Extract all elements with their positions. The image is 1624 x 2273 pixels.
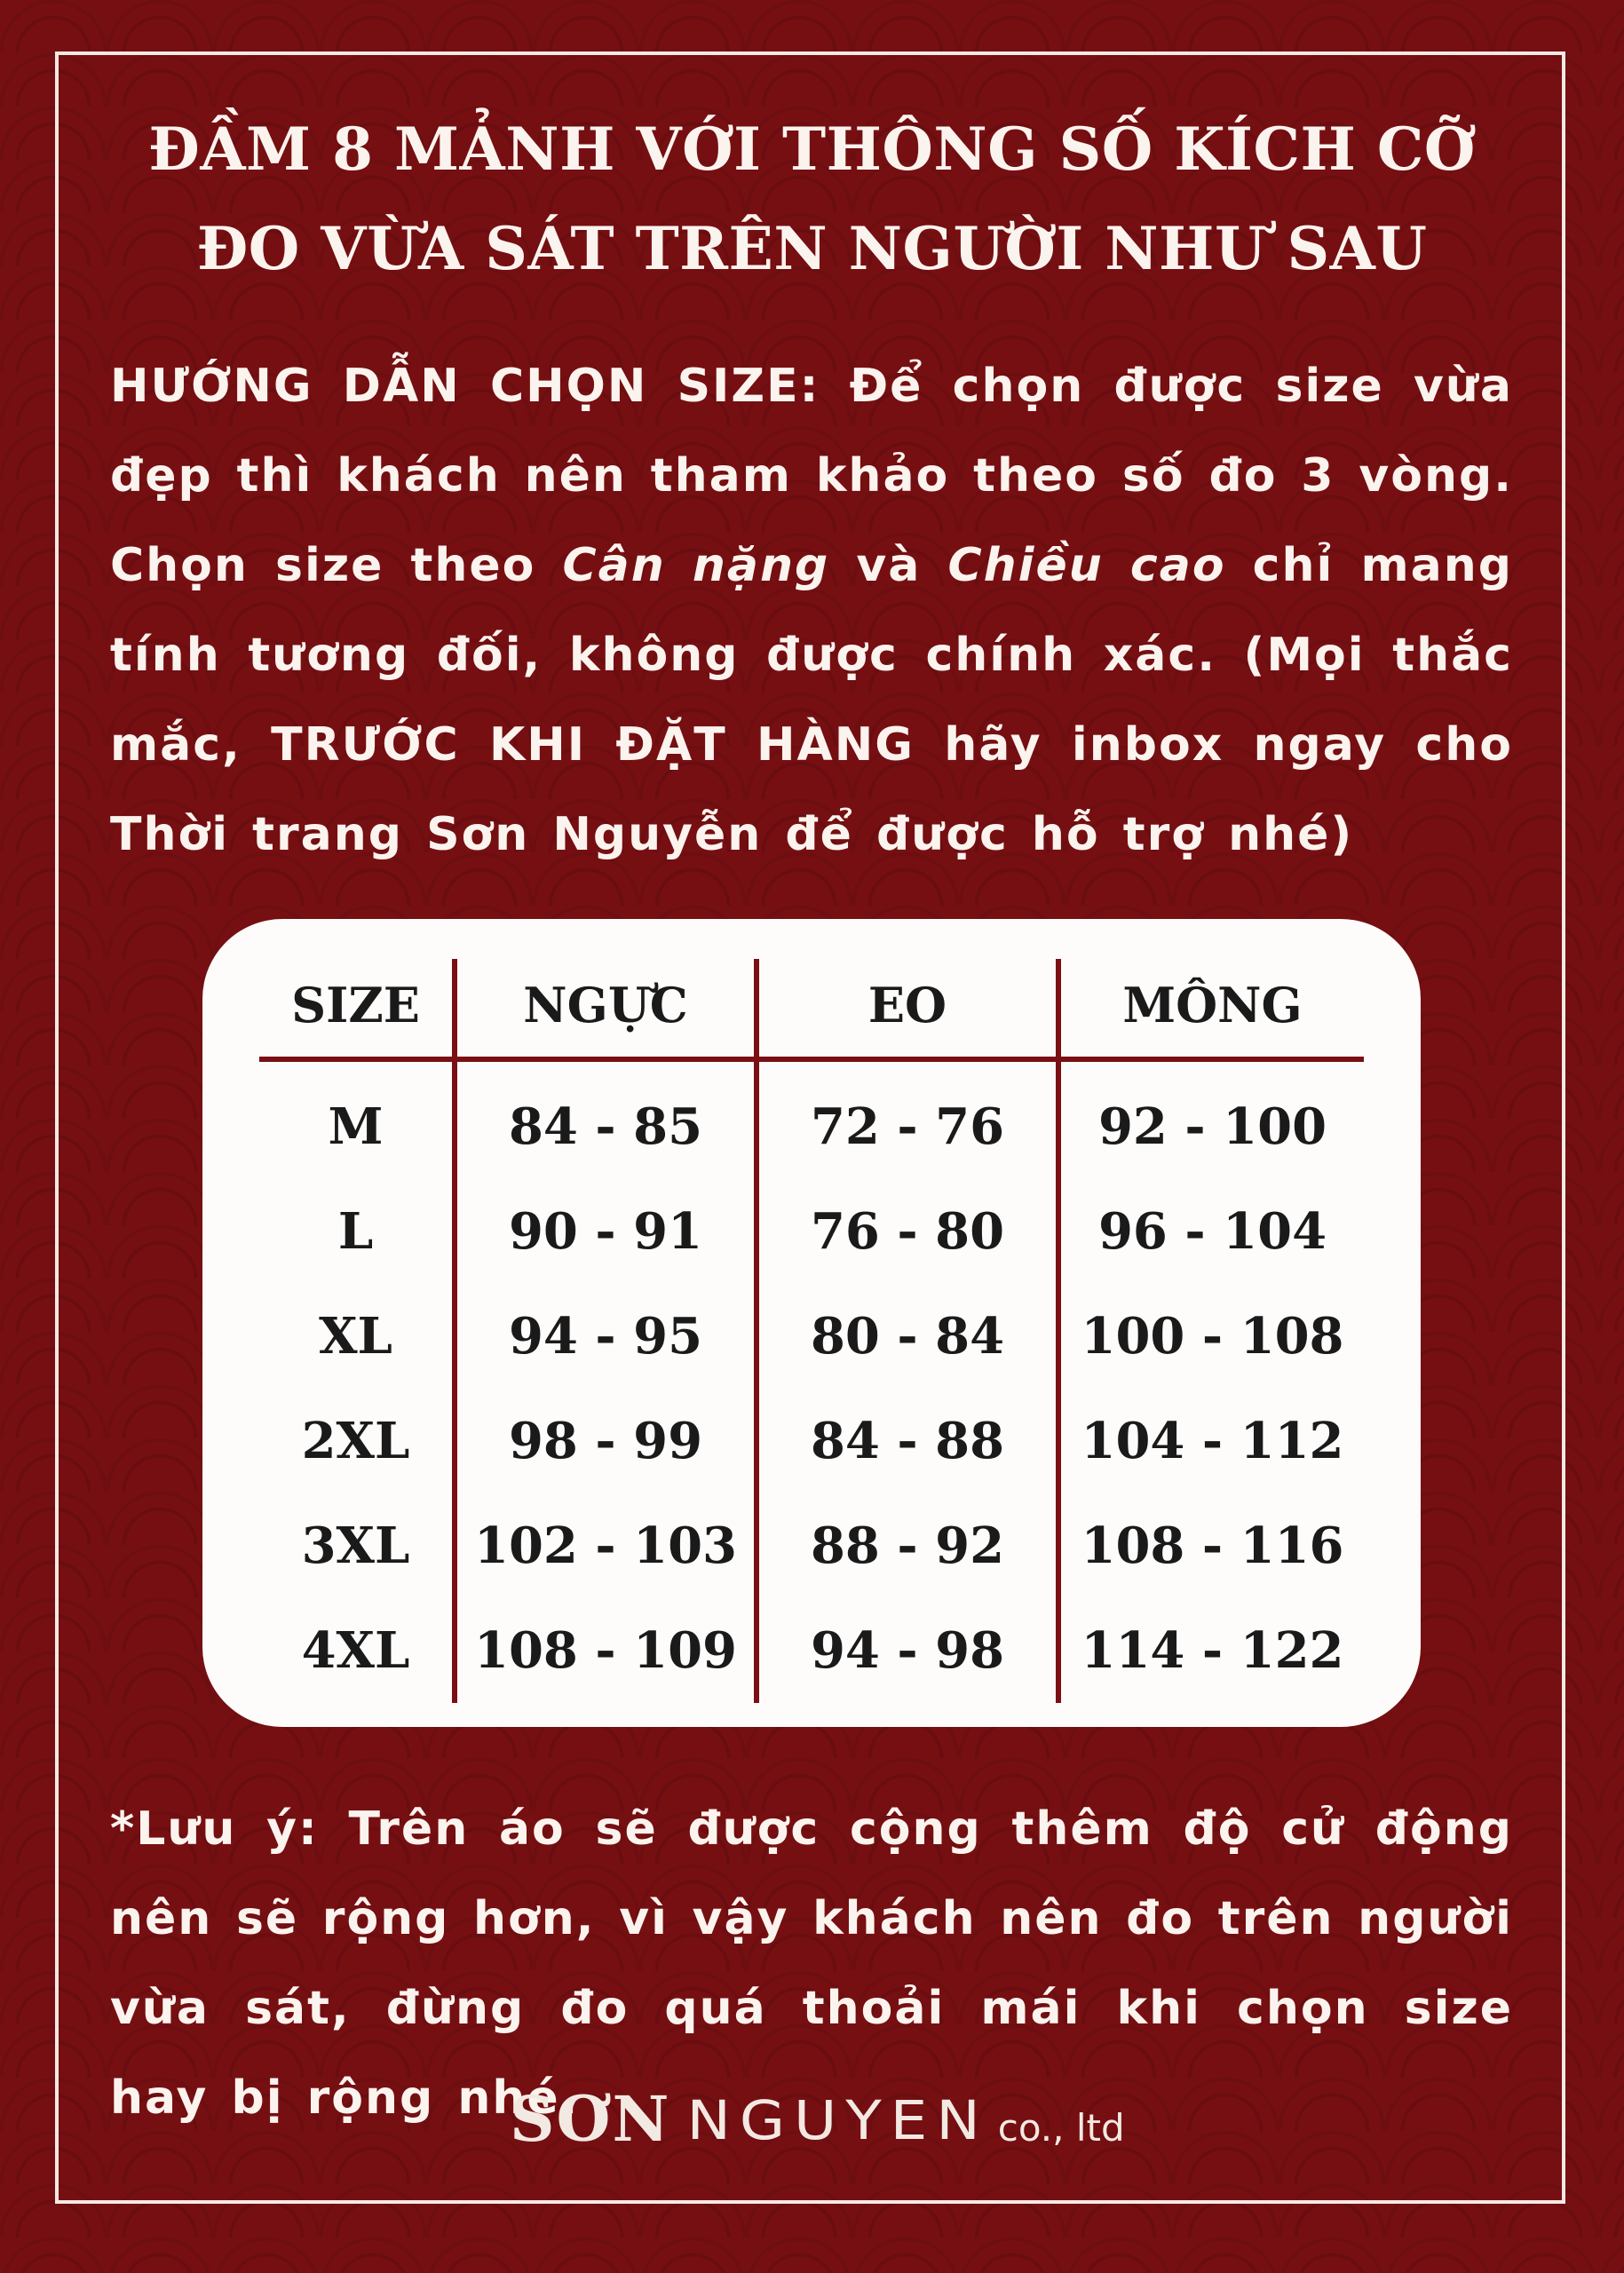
- guide-height-term: Chiều cao: [947, 539, 1226, 592]
- cell-size: L: [337, 1202, 374, 1261]
- size-guide-text: [110, 342, 1513, 880]
- cell-waist: 88 - 92: [757, 1493, 1058, 1598]
- cell-hip: 108 - 116: [1058, 1493, 1364, 1598]
- logo-nguyen-text: NGUYEN: [686, 2089, 989, 2152]
- cell-waist: 94 - 98: [757, 1598, 1058, 1703]
- cell-hip: 100 - 108: [1058, 1284, 1364, 1389]
- header-hip: MÔNG: [1058, 959, 1364, 1059]
- table-row: [259, 1389, 1364, 1493]
- cell-chest: 90 - 91: [455, 1179, 757, 1284]
- table-row: [259, 1284, 1364, 1389]
- table-header-row: [259, 959, 1364, 1059]
- guide-text-part-1: HƯỚNG DẪN CHỌN SIZE: Để chọn được size vừa đẹp thì khách nên tham khảo theo số đo 3 vòng. Chọn size theo: [110, 360, 1513, 592]
- care-note: *Lưu ý: Trên áo sẽ được cộng thêm độ cử động nên sẽ rộng hơn, vì vậy khách nên đo trên người vừa sát, đừng đo quá thoải mái khi chọn size hay bị rộng nhé.: [110, 1802, 1513, 2125]
- cell-chest: 84 - 85: [455, 1059, 757, 1179]
- cell-waist: 84 - 88: [757, 1389, 1058, 1493]
- cell-waist: 72 - 76: [757, 1059, 1058, 1179]
- title-line-1: ĐẦM 8 MẢNH VỚI THÔNG SỐ KÍCH CỠ: [148, 115, 1476, 184]
- cell-chest: 102 - 103: [455, 1493, 757, 1598]
- page-title: [89, 99, 1535, 298]
- table-row: [259, 1493, 1364, 1598]
- cell-size: 4XL: [301, 1621, 410, 1680]
- cell-hip: 96 - 104: [1058, 1179, 1364, 1284]
- cell-size: XL: [319, 1307, 392, 1366]
- table-row: [259, 1059, 1364, 1179]
- header-waist: EO: [757, 959, 1058, 1059]
- size-table: [259, 959, 1364, 1703]
- cell-waist: 80 - 84: [757, 1284, 1058, 1389]
- cell-chest: 98 - 99: [455, 1389, 757, 1493]
- guide-weight-term: Cân nặng: [562, 539, 830, 592]
- title-line-2: ĐO VỪA SÁT TRÊN NGƯỜI NHƯ SAU: [196, 214, 1428, 283]
- guide-and-word: và: [829, 539, 948, 592]
- table-row: [259, 1179, 1364, 1284]
- cell-size: 2XL: [301, 1412, 410, 1470]
- cell-hip: 114 - 122: [1058, 1598, 1364, 1703]
- guide-text-part-2: chỉ mang tính tương đối, không được chính xác. (Mọi thắc mắc, TRƯỚC KHI ĐẶT HÀNG hãy inbox ngay cho Thời trang Sơn Nguyễn để được hỗ trợ nhé): [110, 539, 1513, 861]
- table-row: [259, 1598, 1364, 1703]
- cell-chest: 108 - 109: [455, 1598, 757, 1703]
- cell-chest: 94 - 95: [455, 1284, 757, 1389]
- cell-size: 3XL: [301, 1517, 410, 1575]
- brand-logo: [510, 2082, 1125, 2156]
- cell-waist: 76 - 80: [757, 1179, 1058, 1284]
- header-size: SIZE: [259, 959, 455, 1059]
- header-chest: NGỰC: [455, 959, 757, 1059]
- cell-size: M: [328, 1097, 384, 1156]
- cell-hip: 92 - 100: [1058, 1059, 1364, 1179]
- logo-son-text: SƠN: [510, 2082, 671, 2156]
- size-table-card: [202, 919, 1421, 1727]
- logo-company-suffix: co., ltd: [997, 2106, 1125, 2150]
- cell-hip: 104 - 112: [1058, 1389, 1364, 1493]
